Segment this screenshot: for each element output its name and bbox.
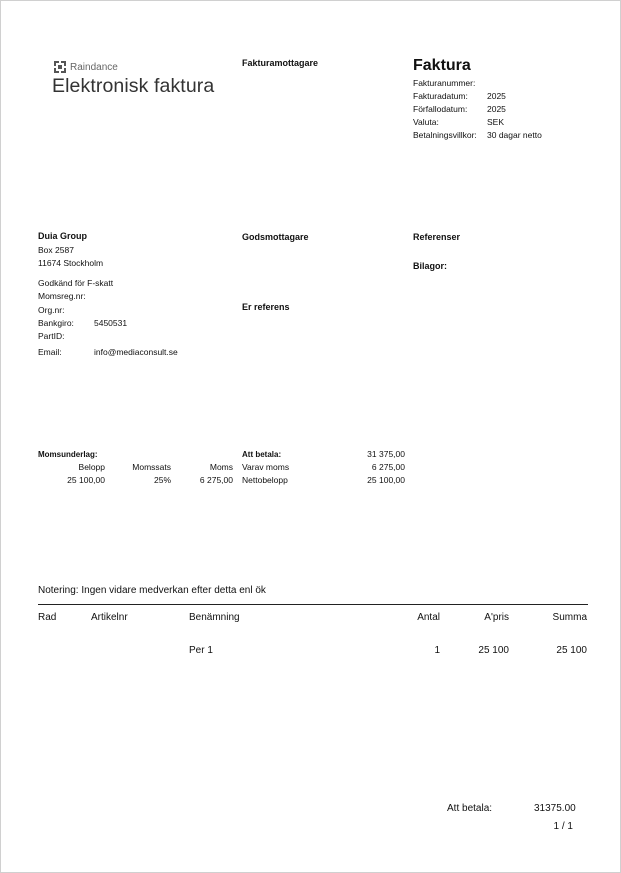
payment-terms-label: Betalningsvillkor: xyxy=(413,130,477,140)
raindance-logo-icon xyxy=(53,60,67,74)
invoice-date-label: Fakturadatum: xyxy=(413,91,468,101)
our-reference-header: Er referens xyxy=(242,302,290,312)
totals-pay-label: Att betala: xyxy=(242,450,282,459)
col-header-qty: Antal xyxy=(417,612,440,623)
due-date-label: Förfallodatum: xyxy=(413,104,468,114)
invoice-note: Notering: Ingen vidare medverkan efter detta enl ök xyxy=(38,585,266,596)
email-label: Email: xyxy=(38,347,62,357)
vat-col-rate-header: Momssats xyxy=(132,462,171,472)
vat-summary-title: Momsunderlag: xyxy=(38,450,98,459)
goods-recipient-header: Godsmottagare xyxy=(242,232,309,242)
col-header-description: Benämning xyxy=(189,612,240,623)
col-header-sum: Summa xyxy=(552,612,587,623)
brand-name: Raindance xyxy=(70,62,118,73)
partid-label: PartID: xyxy=(38,331,65,341)
line-price: 25 100 xyxy=(478,645,509,656)
line-sum: 25 100 xyxy=(556,645,587,656)
ftax-approval: Godkänd för F-skatt xyxy=(38,278,114,288)
footer-pay-label: Att betala: xyxy=(447,803,493,814)
bankgiro-label: Bankgiro: xyxy=(38,318,74,328)
currency-label: Valuta: xyxy=(413,117,439,127)
sender-address-line2: 11674 Stockholm xyxy=(38,258,104,268)
vat-amount-value: 25 100,00 xyxy=(67,475,105,485)
currency-value: SEK xyxy=(487,117,505,127)
org-number-label: Org.nr: xyxy=(38,305,65,315)
table-top-rule xyxy=(38,604,588,605)
line-qty: 1 xyxy=(434,645,440,656)
references-header: Referenser xyxy=(413,232,461,242)
invoice-number-label: Fakturanummer: xyxy=(413,78,476,88)
sender-name: Duia Group xyxy=(38,231,87,241)
col-header-row: Rad xyxy=(38,612,57,623)
totals-net-label: Nettobelopp xyxy=(242,475,288,485)
vat-col-vat-header: Moms xyxy=(209,462,233,472)
totals-net-value: 25 100,00 xyxy=(367,475,405,485)
vat-number-label: Momsreg.nr: xyxy=(38,291,86,301)
vat-col-amount-header: Belopp xyxy=(78,462,105,472)
due-date-value: 2025 xyxy=(487,104,506,114)
bankgiro-value: 5450531 xyxy=(94,318,128,328)
sender-address-line1: Box 2587 xyxy=(38,245,74,255)
invoice-date-value: 2025 xyxy=(487,91,506,101)
vat-rate-value: 25% xyxy=(153,475,171,485)
col-header-price: A'pris xyxy=(484,612,509,623)
vat-amount-moms-value: 6 275,00 xyxy=(199,475,233,485)
totals-vat-value: 6 275,00 xyxy=(371,462,405,472)
totals-pay-value: 31 375,00 xyxy=(367,449,405,459)
document-title: Elektronisk faktura xyxy=(52,75,215,97)
attachments-header: Bilagor: xyxy=(413,261,448,271)
payment-terms-value: 30 dagar netto xyxy=(487,130,542,140)
recipient-header: Fakturamottagare xyxy=(242,58,319,68)
email-value: info@mediaconsult.se xyxy=(94,347,178,357)
col-header-article: Artikelnr xyxy=(91,612,128,623)
invoice-title: Faktura xyxy=(413,57,471,74)
footer-pay-value: 31375.00 xyxy=(534,803,576,814)
totals-vat-label: Varav moms xyxy=(242,462,290,472)
line-description: Per 1 xyxy=(189,645,213,656)
page-number: 1 / 1 xyxy=(553,821,573,832)
